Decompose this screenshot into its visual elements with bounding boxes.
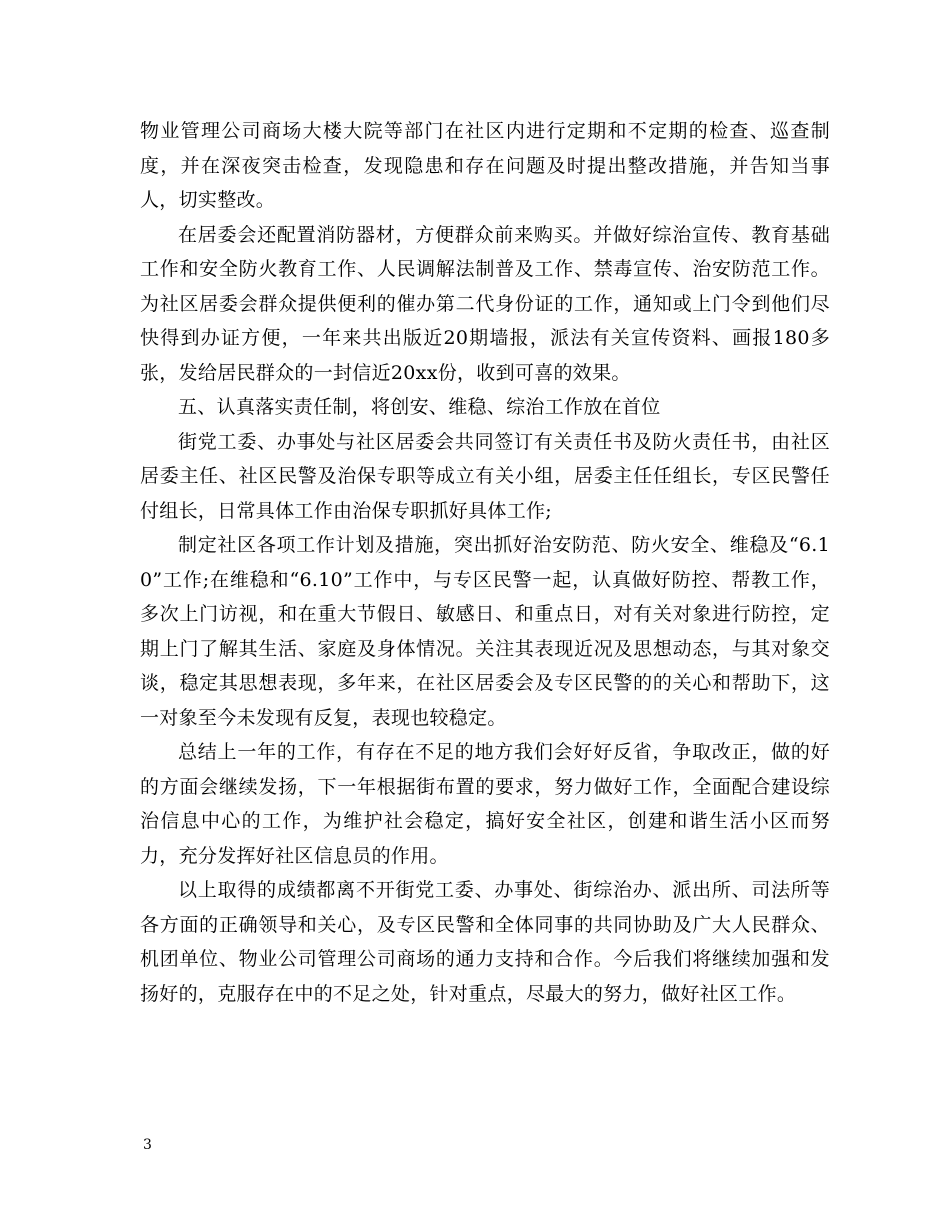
paragraph-fire-equipment: 在居委会还配置消防器材，方便群众前来购买。并做好综治宣传、教育基础工作和安全防火教育工作、人民调解法制普及工作、禁毒宣传、治安防范工作。为社区居委会群众提供便利的催办第二代身份证的工作，通知或上门令到他们尽快得到办证方便，一年来共出版近20期墙报，派法有关宣传资料、画报180多张，发给居民群众的一封信近20xx份，收到可喜的效果。 bbox=[140, 223, 830, 384]
paragraph-summary: 总结上一年的工作，有存在不足的地方我们会好好反省，争取改正，做的好的方面会继续发扬，下一年根据街布置的要求，努力做好工作，全面配合建设综治信息中心的工作，为维护社会稳定，搞好安全社区，创建和谐生活小区而努力，充分发挥好社区信息员的作用。 bbox=[140, 741, 830, 867]
document-body bbox=[140, 114, 830, 1011]
page-number: 3 bbox=[143, 1137, 152, 1153]
section-heading-responsibility: 五、认真落实责任制，将创安、维稳、综治工作放在首位 bbox=[178, 396, 661, 418]
paragraph-continued: 物业管理公司商场大楼大院等部门在社区内进行定期和不定期的检查、巡查制度，并在深夜突击检查，发现隐患和存在问题及时提出整改措施，并告知当事人，切实整改。 bbox=[140, 120, 830, 211]
paragraph-acknowledgement: 以上取得的成绩都离不开街党工委、办事处、街综治办、派出所、司法所等各方面的正确领导和关心，及专区民警和全体同事的共同协助及广大人民群众、机团单位、物业公司管理公司商场的通力支持和合作。今后我们将继续加强和发扬好的，克服存在中的不足之处，针对重点，尽最大的努力，做好社区工作。 bbox=[140, 879, 830, 1005]
paragraph-work-plan: 制定社区各项工作计划及措施，突出抓好治安防范、防火安全、维稳及“6.10”工作;在维稳和“6.10”工作中，与专区民警一起，认真做好防控、帮教工作，多次上门访视，和在重大节假日、敏感日、和重点日，对有关对象进行防控，定期上门了解其生活、家庭及身体情况。关注其表现近况及思想动态，与其对象交谈，稳定其思想表现，多年来，在社区居委会及专区民警的的关心和帮助下，这一对象至今未发现有反复，表现也较稳定。 bbox=[140, 534, 830, 729]
paragraph-responsibility-agreement: 街党工委、办事处与社区居委会共同签订有关责任书及防火责任书，由社区居委主任、社区民警及治保专职等成立有关小组，居委主任任组长，专区民警任付组长，日常具体工作由治保专职抓好具体工作; bbox=[140, 430, 830, 522]
